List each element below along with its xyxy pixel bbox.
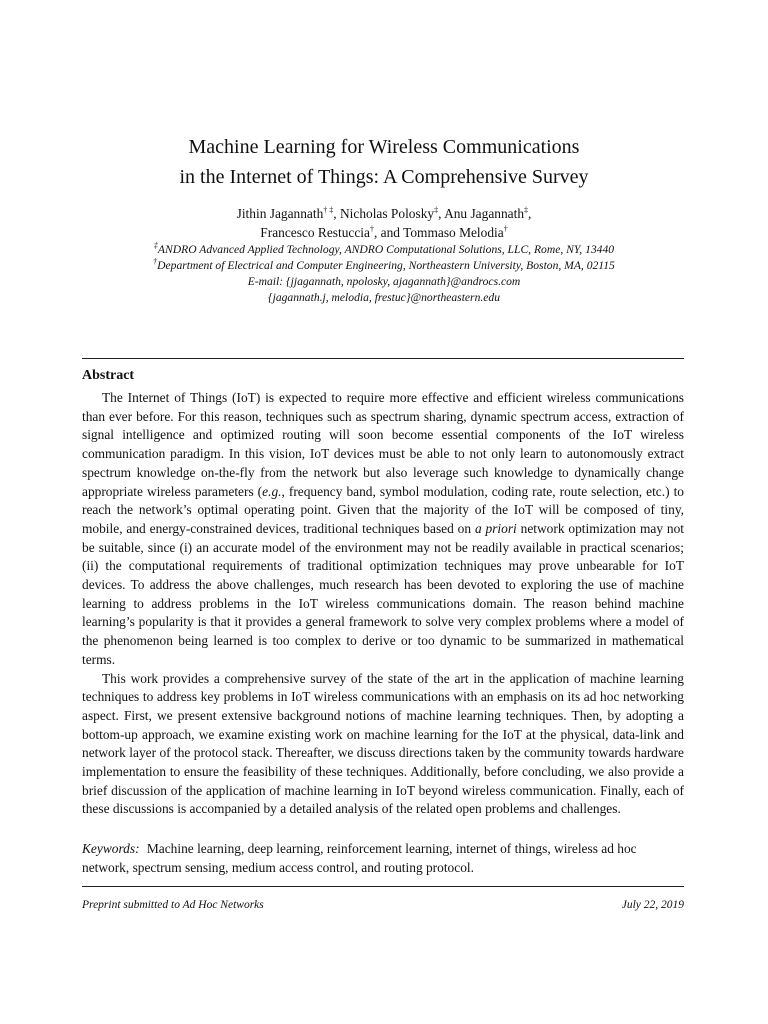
email-line-1: E-mail: {jjagannath, npolosky, ajagannath}@androcs.com: [247, 275, 521, 288]
abstract-paragraph-2: This work provides a comprehensive survey of the state of the art in the application of machine learning techniques to address key problems in IoT wireless communications with an emphasis on its ad hoc networking aspect. First, we present extensive background notions of machine learning techniques. Then, by adopting a bottom-up approach, we examine existing work on machine learning for the IoT at the physical, data-link and network layer of the protocol stack. Thereafter, we discuss directions taken by the community towards hardware implementation to ensure the feasibility of these techniques. Additionally, before concluding, we also provide a brief discussion of the application of machine learning in IoT beyond wireless communication. Finally, each of these discussions is accompanied by a detailed analysis of the related open problems and challenges.: [82, 670, 684, 817]
keywords: [82, 840, 684, 877]
date-note: July 22, 2019: [621, 899, 684, 911]
author: Tommaso Melodia†: [403, 224, 508, 240]
paper-title-line-1: Machine Learning for Wireless Communications: [188, 136, 580, 158]
email-line-2: {jagannath.j, melodia, frestuc}@northeastern.edu: [267, 291, 501, 304]
paper-title-line-2: in the Internet of Things: A Comprehensive Survey: [179, 166, 589, 188]
author-list: [0, 204, 768, 242]
abstract-heading: Abstract: [82, 368, 135, 383]
keywords-text: Machine learning, deep learning, reinforcement learning, internet of things, wireless ad hoc network, spectrum sensing, medium access control, and routing protocol.: [82, 841, 637, 875]
author-line-1: Jithin Jagannath† ‡, Nicholas Polosky‡, Anu Jagannath‡,: [236, 205, 532, 221]
title-block: [0, 132, 768, 192]
bottom-divider: [82, 886, 684, 887]
author: Nicholas Polosky‡: [339, 205, 439, 221]
keywords-label: Keywords:: [82, 841, 140, 856]
author-line-2: Francesco Restuccia†, and Tommaso Melodia†: [260, 224, 508, 240]
author: Anu Jagannath‡: [444, 205, 529, 221]
abstract-paragraph-1: The Internet of Things (IoT) is expected to require more effective and efficient wireless communications than ever before. For this reason, techniques such as spectrum sharing, dynamic spectrum access, extraction of signal intelligence and optimized routing will soon become essential components of the IoT wireless communication paradigm. In this vision, IoT devices must be able to not only learn to autonomously extract spectrum knowledge on-the-fly from the network but also leverage such knowledge to dynamically change appropriate wireless parameters (e.g., frequency band, symbol modulation, coding rate, route selection, etc.) to reach the network’s optimal operating point. Given that the majority of the IoT will be composed of tiny, mobile, and energy-constrained devices, traditional techniques based on a priori network optimization may not be suitable, since (i) an accurate model of the environment may not be readily available in practical scenarios; (ii) the computational requirements of traditional optimization techniques may prove unbearable for IoT devices. To address the above challenges, much research has been devoted to exploring the use of machine learning to address problems in the IoT wireless communications domain. The reason behind machine learning’s popularity is that it provides a general framework to solve very complex problems where a model of the phenomenon being learned is too complex to derive or too dynamic to be summarized in mathematical terms.: [82, 390, 685, 667]
top-divider: [82, 358, 684, 359]
affiliation-northeastern: †Department of Electrical and Computer Engineering, Northeastern University, Boston, MA, 02115: [153, 257, 615, 272]
preprint-note: Preprint submitted to Ad Hoc Networks: [82, 899, 264, 911]
abstract-body: [82, 389, 684, 819]
author: Jithin Jagannath† ‡: [236, 205, 334, 221]
affiliation-andro: ‡ANDRO Advanced Applied Technology, ANDRO Computational Solutions, LLC, Rome, NY, 13440: [153, 241, 615, 256]
author: Francesco Restuccia†: [260, 224, 374, 240]
affiliations: [0, 242, 768, 306]
